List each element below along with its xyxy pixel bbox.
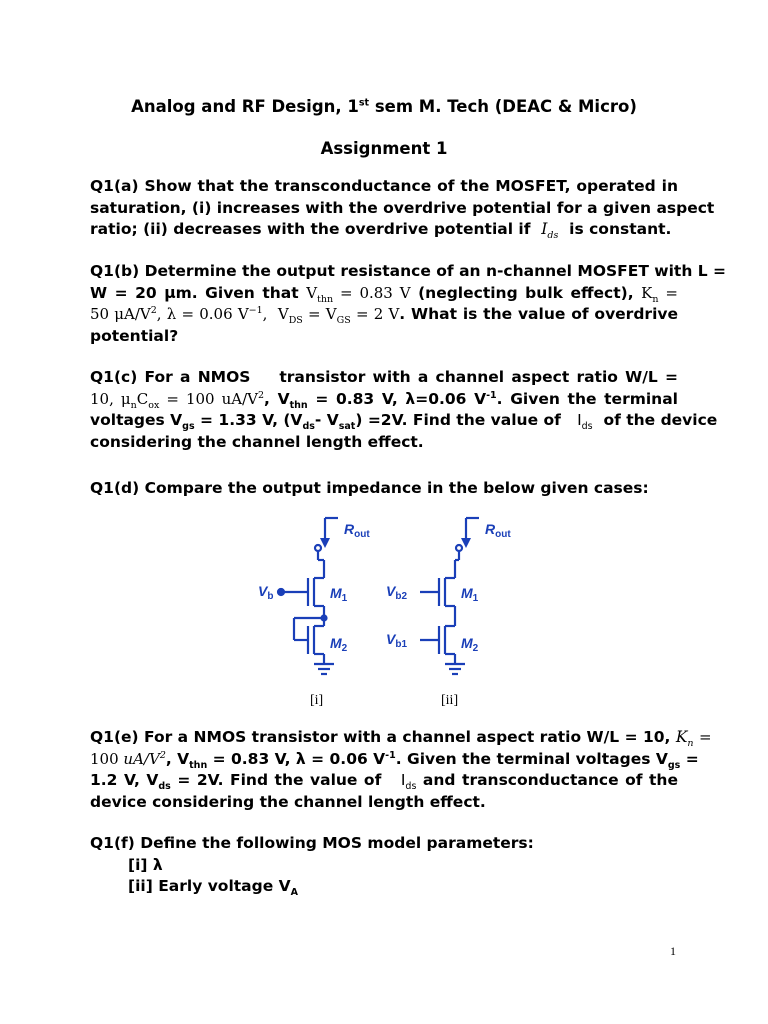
page-number: 1 [670,944,676,958]
early-voltage-sub: A [290,887,298,899]
q1a-line-1: Q1(a) Show that the transconductance of the MOSFET, operated in [90,177,678,195]
ids-e-var: I [400,771,406,789]
vthn-val: = 0.83 V [339,283,411,302]
vgs-var: = V [308,305,337,323]
figure-label-ii: [ii] [441,693,459,708]
q1a-tail: is constant. [569,220,672,238]
vgs-e-sub: gs [667,759,681,771]
title-ordinal-sup: st [358,97,370,109]
question-q1f [90,833,678,898]
q1e-and: and [422,771,456,789]
m1-label-i [330,585,348,604]
kn-e-val: 100 $uA/V^2$ [90,749,166,768]
question-q1c [90,367,718,453]
q1b-line-2 [90,283,678,305]
kn-e-eq: = [698,728,712,746]
text: M [330,635,342,651]
q1c-given: . Given the terminal [496,389,678,408]
kn-e [675,728,694,750]
lambda-val: , λ = 0.06 V [156,305,249,323]
figure-label-i: [i] [310,693,324,708]
vth-e: , V [165,749,190,768]
vb-node [278,589,284,595]
text: V [386,583,396,599]
text: 1 [341,593,348,604]
ids-c-sub: ds [581,421,593,433]
q1e-ofthe: of the [625,771,678,789]
q1b-question: . What is the value of overdrive [399,305,678,323]
q1e-line-1 [90,727,712,750]
early-voltage-text: [ii] Early voltage V [128,877,291,895]
vthn-var: V [306,283,318,302]
ids-var: I [541,220,548,238]
text: b2 [395,591,408,602]
q1b-given: W = 20 μm. Given that [90,283,299,302]
vds-e-sub: ds [158,781,171,793]
vthn-sub: thn [317,293,334,305]
q1a-text: ratio; (ii) decreases with the overdrive potential if [90,220,531,238]
ids-c [577,411,593,433]
text: M [461,585,473,601]
kn-sub: n [652,293,659,305]
q1f-line-1: Q1(f) Define the following MOS model parameters: [90,834,534,852]
q1c-line-3 [90,410,718,433]
vgs-e-eq: = [685,749,699,768]
vb2-label [386,583,407,602]
ids-sub: ds [547,230,559,242]
q1f-item-1: [i] λ [128,855,163,874]
kn-var: K [641,283,653,302]
q1b-bulk: (neglecting bulk effect), [418,283,634,302]
q1c-device: of the device [603,411,718,429]
q1b-line-1: Q1(b) Determine the output resistance of an n-channel MOSFET with L = [90,262,727,280]
output-node-ii [456,545,462,551]
text: R [344,521,355,537]
text: 1 [472,593,479,604]
m1-label-ii [461,585,479,604]
vgs-sub-c: gs [182,421,195,433]
title-text: Analog and RF Design, 1st sem M. Tech (DEAC & Micro) [131,97,637,116]
kn-eq: = [665,283,678,302]
kn-expr [641,283,678,305]
output-node-i [315,545,321,551]
vth-e-sub: thn [189,759,208,771]
text: b [267,591,274,602]
vsat-label: - V [314,411,339,429]
vth-label: , V [264,389,290,408]
question-q1b [90,261,727,347]
kn-e-sub: n [687,738,694,750]
assignment-heading-text: Assignment 1 [320,139,448,158]
question-q1e [90,727,712,813]
mu-var: μ [120,389,131,408]
mu-sub: n [130,399,137,411]
q1e-find: = 2V. Find the value of [177,771,382,789]
vds-var: V [277,305,289,323]
q1b-line-4: potential? [90,326,179,345]
kn-e-var: K [675,728,688,746]
text: M [330,585,342,601]
vgs-e-val: 1.2 V, V [90,771,159,789]
q1e-gm: transconductance [462,771,619,789]
vth-lambda-e: = 0.83 V, λ = 0.06 V [212,749,386,768]
q1d-line-1: Q1(d) Compare the output impedance in the below given cases: [90,479,649,497]
text: R [485,521,496,537]
vb1-label [386,631,407,650]
circuit-figure [250,512,530,712]
circuit-i [278,518,338,674]
text: M [461,635,473,651]
q1c-line-2: 10, $\mu_nC_{ox} = 100$ $uA/V^2$, $V_{thn} = 0.83$ V, λ=0.06 $V^{-1}$. Given the terminal [90,389,678,411]
rout-label-i [344,521,370,540]
vsat-sub: sat [338,421,356,433]
ids-e [400,771,417,793]
vgs-val-c: = 1.33 V, (V [200,411,303,429]
circuit-labels [258,521,511,654]
question-q1d [90,478,678,500]
m2-label-ii [461,635,479,654]
vthn-expr [306,283,411,305]
text: V [386,631,396,647]
junction [322,616,327,621]
m2-label-i [330,635,348,654]
cox-var: C [136,389,149,408]
document-title [0,97,768,116]
kn-e-num: 100 [90,749,119,768]
vds-sub: DS [288,315,303,326]
q1e-intro: Q1(e) For a NMOS transistor with a channel aspect ratio W/L = 10, [90,728,671,746]
question-q1a [90,176,715,242]
q1a-line-2: saturation, (i) increases with the overdrive potential for a given aspect [90,198,715,217]
ids-c-var: I [577,411,582,429]
vth-sub: thn [289,399,308,411]
vgs-sub: GS [336,315,351,326]
ids-e-sub: ds [405,781,417,793]
q1c-line-1: Q1(c) For a NMOS transistor with a channel aspect ratio W/L = [90,368,678,386]
assignment-heading [0,139,768,158]
kn-e-unit: uA/V [123,749,160,768]
text: out [495,529,511,540]
q1e-line-2: 100 $uA/V^2$, $V_{thn} = 0.83$ V, λ = 0.06 $V^{-1}$. Given the terminal voltages $V_{gs}$ = [90,749,699,771]
q1c-line-4: considering the channel length effect. [90,432,424,451]
comma: , [262,305,268,323]
text: V [258,583,268,599]
cox-sub: ox [148,399,160,411]
q1c-find: ) =2V. Find the value of [355,411,561,429]
text: 2 [341,643,348,654]
kn-val: 50 μA/V [90,305,151,323]
rout-label-ii [485,521,511,540]
text: out [354,529,370,540]
q1b-params: 50 $\mu A/V^2$, λ = 0.06 $V^{-1}$, $V_{DS} = V_{GS} = 2$ V [90,305,400,326]
q1a-line-3 [90,219,678,241]
q1b-line-3 [90,304,678,326]
mu-cox-expr: 10, $\mu_nC_{ox} = 100$ $uA/V^2$ [90,389,265,411]
q1e-line-4: device considering the channel length effect. [90,792,486,811]
ids-symbol [541,220,559,242]
ratio-val: 10, [90,389,114,408]
vgs-val: = 2 V [355,305,400,323]
text: 2 [472,643,479,654]
vds-sub-c: ds [302,421,315,433]
q1f-item-2 [90,876,678,898]
vb-label [258,583,273,602]
vgs-label: voltages V [90,411,183,429]
q1e-given: . Given the terminal voltages V [395,749,668,768]
vth-lambda: = 0.83 V, λ=0.06 V [315,389,487,408]
mucox-val: = 100 uA/V [166,389,258,408]
text: b1 [395,639,408,650]
q1e-line-3 [90,770,678,792]
